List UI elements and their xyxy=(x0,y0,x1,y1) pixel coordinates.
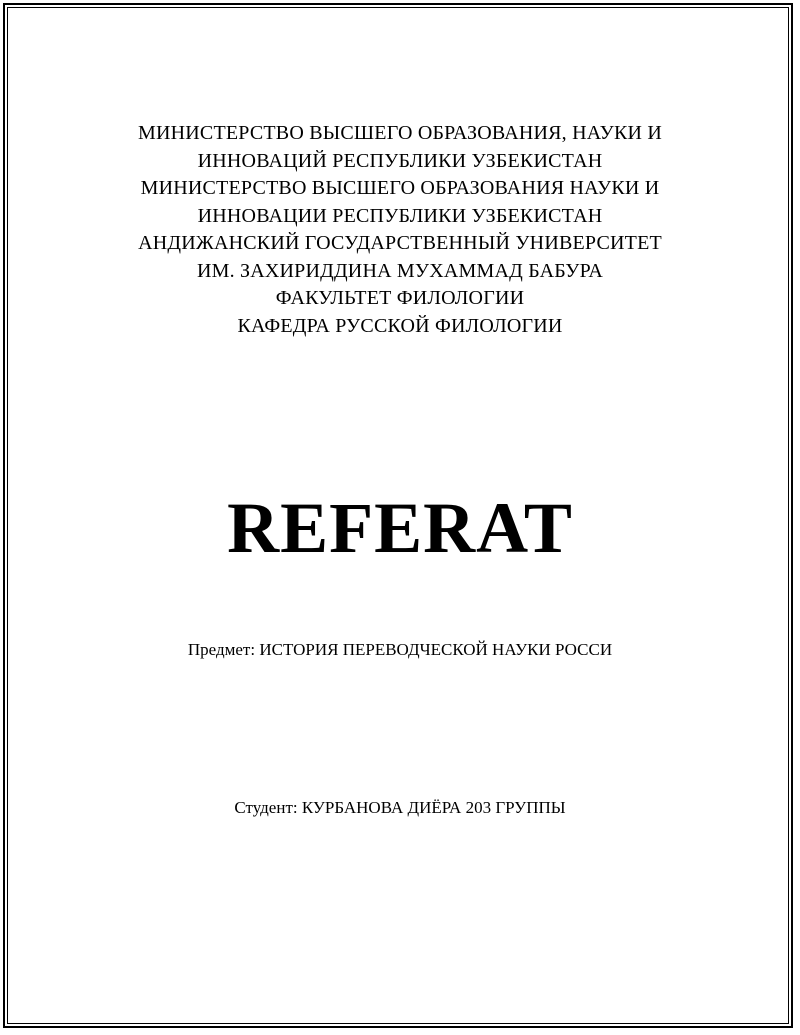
header-line-university-1: АНДИЖАНСКИЙ ГОСУДАРСТВЕННЫЙ УНИВЕРСИТЕТ xyxy=(138,232,662,254)
header-line-department: КАФЕДРА РУССКОЙ ФИЛОЛОГИИ xyxy=(237,314,563,337)
header-line-ministry-2: ИННОВАЦИЙ РЕСПУБЛИКИ УЗБЕКИСТАН xyxy=(197,149,603,172)
document-title: REFERAT xyxy=(227,488,573,568)
header-line-university-2: ИМ. ЗАХИРИДДИНА МУХАММАД БАБУРА xyxy=(196,259,604,282)
header-line-ministry-4: ИННОВАЦИИ РЕСПУБЛИКИ УЗБЕКИСТАН xyxy=(197,204,603,227)
subject-line: Предмет: ИСТОРИЯ ПЕРЕВОДЧЕСКОЙ НАУКИ РОССИ xyxy=(187,640,613,659)
header-line-faculty: ФАКУЛЬТЕТ ФИЛОЛОГИИ xyxy=(275,287,525,309)
student-line: Студент: КУРБАНОВА ДИЁРА 203 ГРУППЫ xyxy=(234,798,566,817)
header-line-ministry-3: МИНИСТЕРСТВО ВЫСШЕГО ОБРАЗОВАНИЯ НАУКИ И xyxy=(140,177,660,199)
header-line-ministry-1: МИНИСТЕРСТВО ВЫСШЕГО ОБРАЗОВАНИЯ, НАУКИ И xyxy=(138,122,662,144)
institution-header xyxy=(0,120,800,340)
